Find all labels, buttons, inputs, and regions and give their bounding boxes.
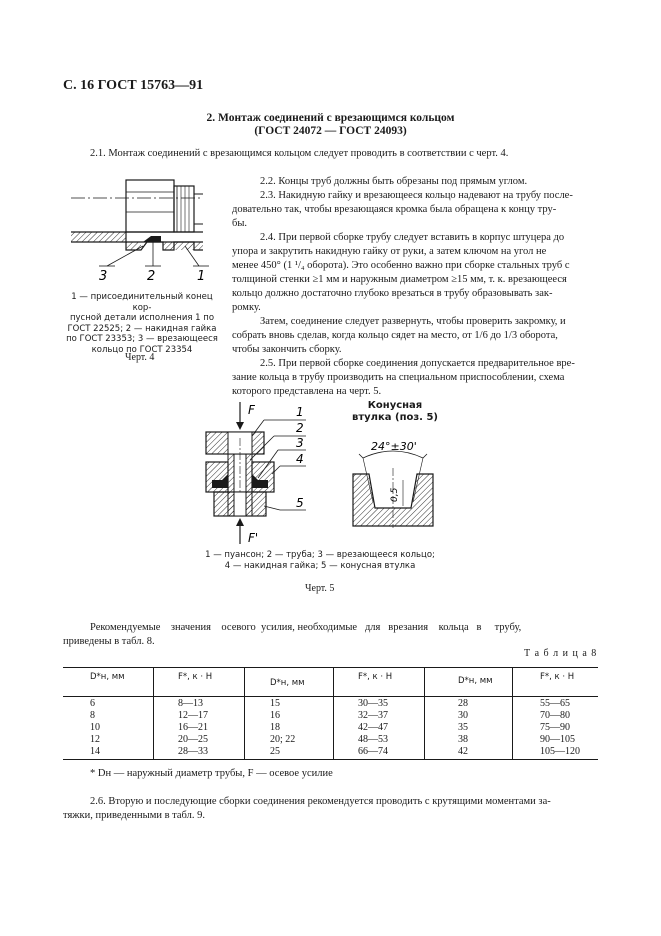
fig5-label-f: F xyxy=(248,403,255,417)
p2-3-line: 2.3. Накидную гайку и врезающееся кольцо надевают на трубу после- xyxy=(260,190,573,201)
table-cell: 16—21 xyxy=(178,722,208,733)
table-header-cell: F*, к · Н xyxy=(358,672,393,682)
table-header-cell: D*н, мм xyxy=(270,678,305,688)
table-cell: 18 xyxy=(270,722,280,733)
table-cell: 20—25 xyxy=(178,734,208,745)
table-cell: 32—37 xyxy=(358,710,388,721)
table-cell: 28 xyxy=(458,698,468,709)
figure-5-cone-drawing xyxy=(345,428,445,530)
table-cell: 66—74 xyxy=(358,746,388,757)
fig5-label-f-prime: F' xyxy=(248,531,259,545)
p2-4-line: менее 450° (1 ¹/₄ оборота). Это особенно важно при сборке стальных труб с xyxy=(232,260,570,271)
p2-4b-line: собрать вновь сделав, когда кольцо сядет на место, от 1/6 до 1/3 оборота, xyxy=(232,330,558,341)
p2-3-line: бы. xyxy=(232,218,248,229)
paragraph-2-6-line-1: 2.6. Вторую и последующие сборки соединения рекомендуется проводить с крутящими моментами за- xyxy=(90,796,551,807)
table-cell: 20; 22 xyxy=(270,734,296,745)
p2-5-line: 2.5. При первой сборке соединения допускается предварительное вре- xyxy=(260,358,575,369)
figure-5-caption xyxy=(190,550,450,571)
p2-4-line: 2.4. При первой сборке трубу следует вставить в корпус штуцера до xyxy=(260,232,565,243)
table-cell: 48—53 xyxy=(358,734,388,745)
table-cell: 42—47 xyxy=(358,722,388,733)
cone-angle-label: 24°±30' xyxy=(371,440,417,453)
fig4-caption-line: 1 — присоединительный конец кор- xyxy=(71,292,213,313)
cone-title-line: Конусная xyxy=(367,400,423,411)
fig4-caption-line: пусной детали исполнения 1 по xyxy=(69,313,215,323)
table-header-cell: F*, к · Н xyxy=(178,672,213,682)
table-header-rule xyxy=(63,696,598,697)
figure-4-name: Черт. 4 xyxy=(125,352,155,363)
figure-5-press-drawing xyxy=(188,398,328,546)
table-row xyxy=(63,698,598,710)
fig4-caption-line: по ГОСТ 23353; 3 — врезающееся xyxy=(66,334,218,344)
table-8-caption: Т а б л и ц а 8 xyxy=(524,648,598,659)
table-cell: 90—105 xyxy=(540,734,575,745)
recommendation-line-1: Рекомендуемые значения осевого усилия, необходимые для врезания кольца в трубу, xyxy=(90,622,522,633)
fig5-label-2: 2 xyxy=(296,421,304,435)
cone-sleeve-title xyxy=(345,400,445,424)
table-cell: 14 xyxy=(90,746,100,757)
table-header-cell: D*н, мм xyxy=(458,676,493,686)
table-cell: 105—120 xyxy=(540,746,580,757)
table-cell: 35 xyxy=(458,722,468,733)
table-cell: 70—80 xyxy=(540,710,570,721)
table-bottom-rule xyxy=(63,759,598,760)
page-header: С. 16 ГОСТ 15763—91 xyxy=(63,78,204,93)
table-cell: 75—90 xyxy=(540,722,570,733)
table-header-cell: D*н, мм xyxy=(90,672,125,682)
fig5-label-5: 5 xyxy=(296,496,304,510)
cone-title-line: втулка (поз. 5) xyxy=(352,412,438,423)
table-row xyxy=(63,746,598,758)
table-cell: 25 xyxy=(270,746,280,757)
fig5-caption-line: 4 — накидная гайка; 5 — конусная втулка xyxy=(224,560,416,571)
table-cell: 12 xyxy=(90,734,100,745)
p2-4b-line: чтобы закончить сборку. xyxy=(232,344,342,355)
p2-4-line: упора и закрутить накидную гайку от руки, а затем ключом на угол не xyxy=(232,246,547,257)
figure-5-name: Черт. 5 xyxy=(305,583,335,594)
table-cell: 8 xyxy=(90,710,95,721)
table-cell: 30 xyxy=(458,710,468,721)
section-title: 2. Монтаж соединений с врезающимся кольцом xyxy=(206,112,455,124)
fig4-caption-line: ГОСТ 22525; 2 — накидная гайка xyxy=(67,323,217,334)
table-footnote: * Dн — наружный диаметр трубы, F — осевое усилие xyxy=(90,768,333,779)
table-row xyxy=(63,722,598,734)
p2-4-line: ромку. xyxy=(232,302,261,313)
p2-4b-line: Затем, соединение следует развернуть, чтобы проверить закромку, и xyxy=(260,316,566,327)
table-header-cell: F*, к · Н xyxy=(540,672,575,682)
table-cell: 6 xyxy=(90,698,95,709)
recommendation-line-2: приведены в табл. 8. xyxy=(63,636,155,647)
section-subtitle: (ГОСТ 24072 — ГОСТ 24093) xyxy=(254,125,407,137)
fig5-label-4: 4 xyxy=(296,452,304,466)
table-cell: 30—35 xyxy=(358,698,388,709)
fig4-label-1: 1 xyxy=(197,269,206,284)
p2-3-line: довательно так, чтобы врезающаяся кромка была обращена к концу тру- xyxy=(232,204,557,215)
paragraph-2-1: 2.1. Монтаж соединений с врезающимся кольцом следует проводить в соответствии с черт. 4. xyxy=(90,148,509,159)
paragraph-2-2-to-2-5 xyxy=(232,175,598,399)
table-cell: 28—33 xyxy=(178,746,208,757)
p2-5-line: которого представлена на черт. 5. xyxy=(232,386,382,397)
table-8-body xyxy=(63,698,598,758)
table-cell: 10 xyxy=(90,722,100,733)
cone-dim-label: 0,5 xyxy=(390,487,400,502)
fig5-caption-line: 1 — пуансон; 2 — труба; 3 — врезающееся кольцо; xyxy=(205,550,435,560)
table-top-rule xyxy=(63,667,598,668)
table-row xyxy=(63,710,598,722)
table-cell: 38 xyxy=(458,734,468,745)
p2-5-line: зание кольца в трубу производить на специальном приспособлении, схема xyxy=(232,372,565,383)
table-cell: 15 xyxy=(270,698,280,709)
figure-4-drawing xyxy=(63,170,223,285)
p2-4-line: толщиной стенки ≥1 мм и наружным диаметром ≥15 мм, т. к. врезающееся xyxy=(232,274,567,285)
p2-4-line: кольцо должно достаточно глубоко врезаться в трубу образовывать зак- xyxy=(232,288,553,299)
table-cell: 16 xyxy=(270,710,280,721)
fig5-label-1: 1 xyxy=(296,405,304,419)
table-cell: 55—65 xyxy=(540,698,570,709)
fig4-label-3: 3 xyxy=(99,269,108,284)
table-cell: 42 xyxy=(458,746,468,757)
table-row xyxy=(63,734,598,746)
fig4-caption-line: кольцо по ГОСТ 23354 xyxy=(91,344,193,355)
p2-2: 2.2. Концы труб должны быть обрезаны под прямым углом. xyxy=(260,176,528,187)
table-cell: 8—13 xyxy=(178,698,203,709)
fig4-label-2: 2 xyxy=(147,269,156,284)
figure-4-caption xyxy=(63,292,221,355)
paragraph-2-6-line-2: тяжки, приведенными в табл. 9. xyxy=(63,810,206,821)
table-cell: 12—17 xyxy=(178,710,208,721)
fig5-label-3: 3 xyxy=(296,436,304,450)
